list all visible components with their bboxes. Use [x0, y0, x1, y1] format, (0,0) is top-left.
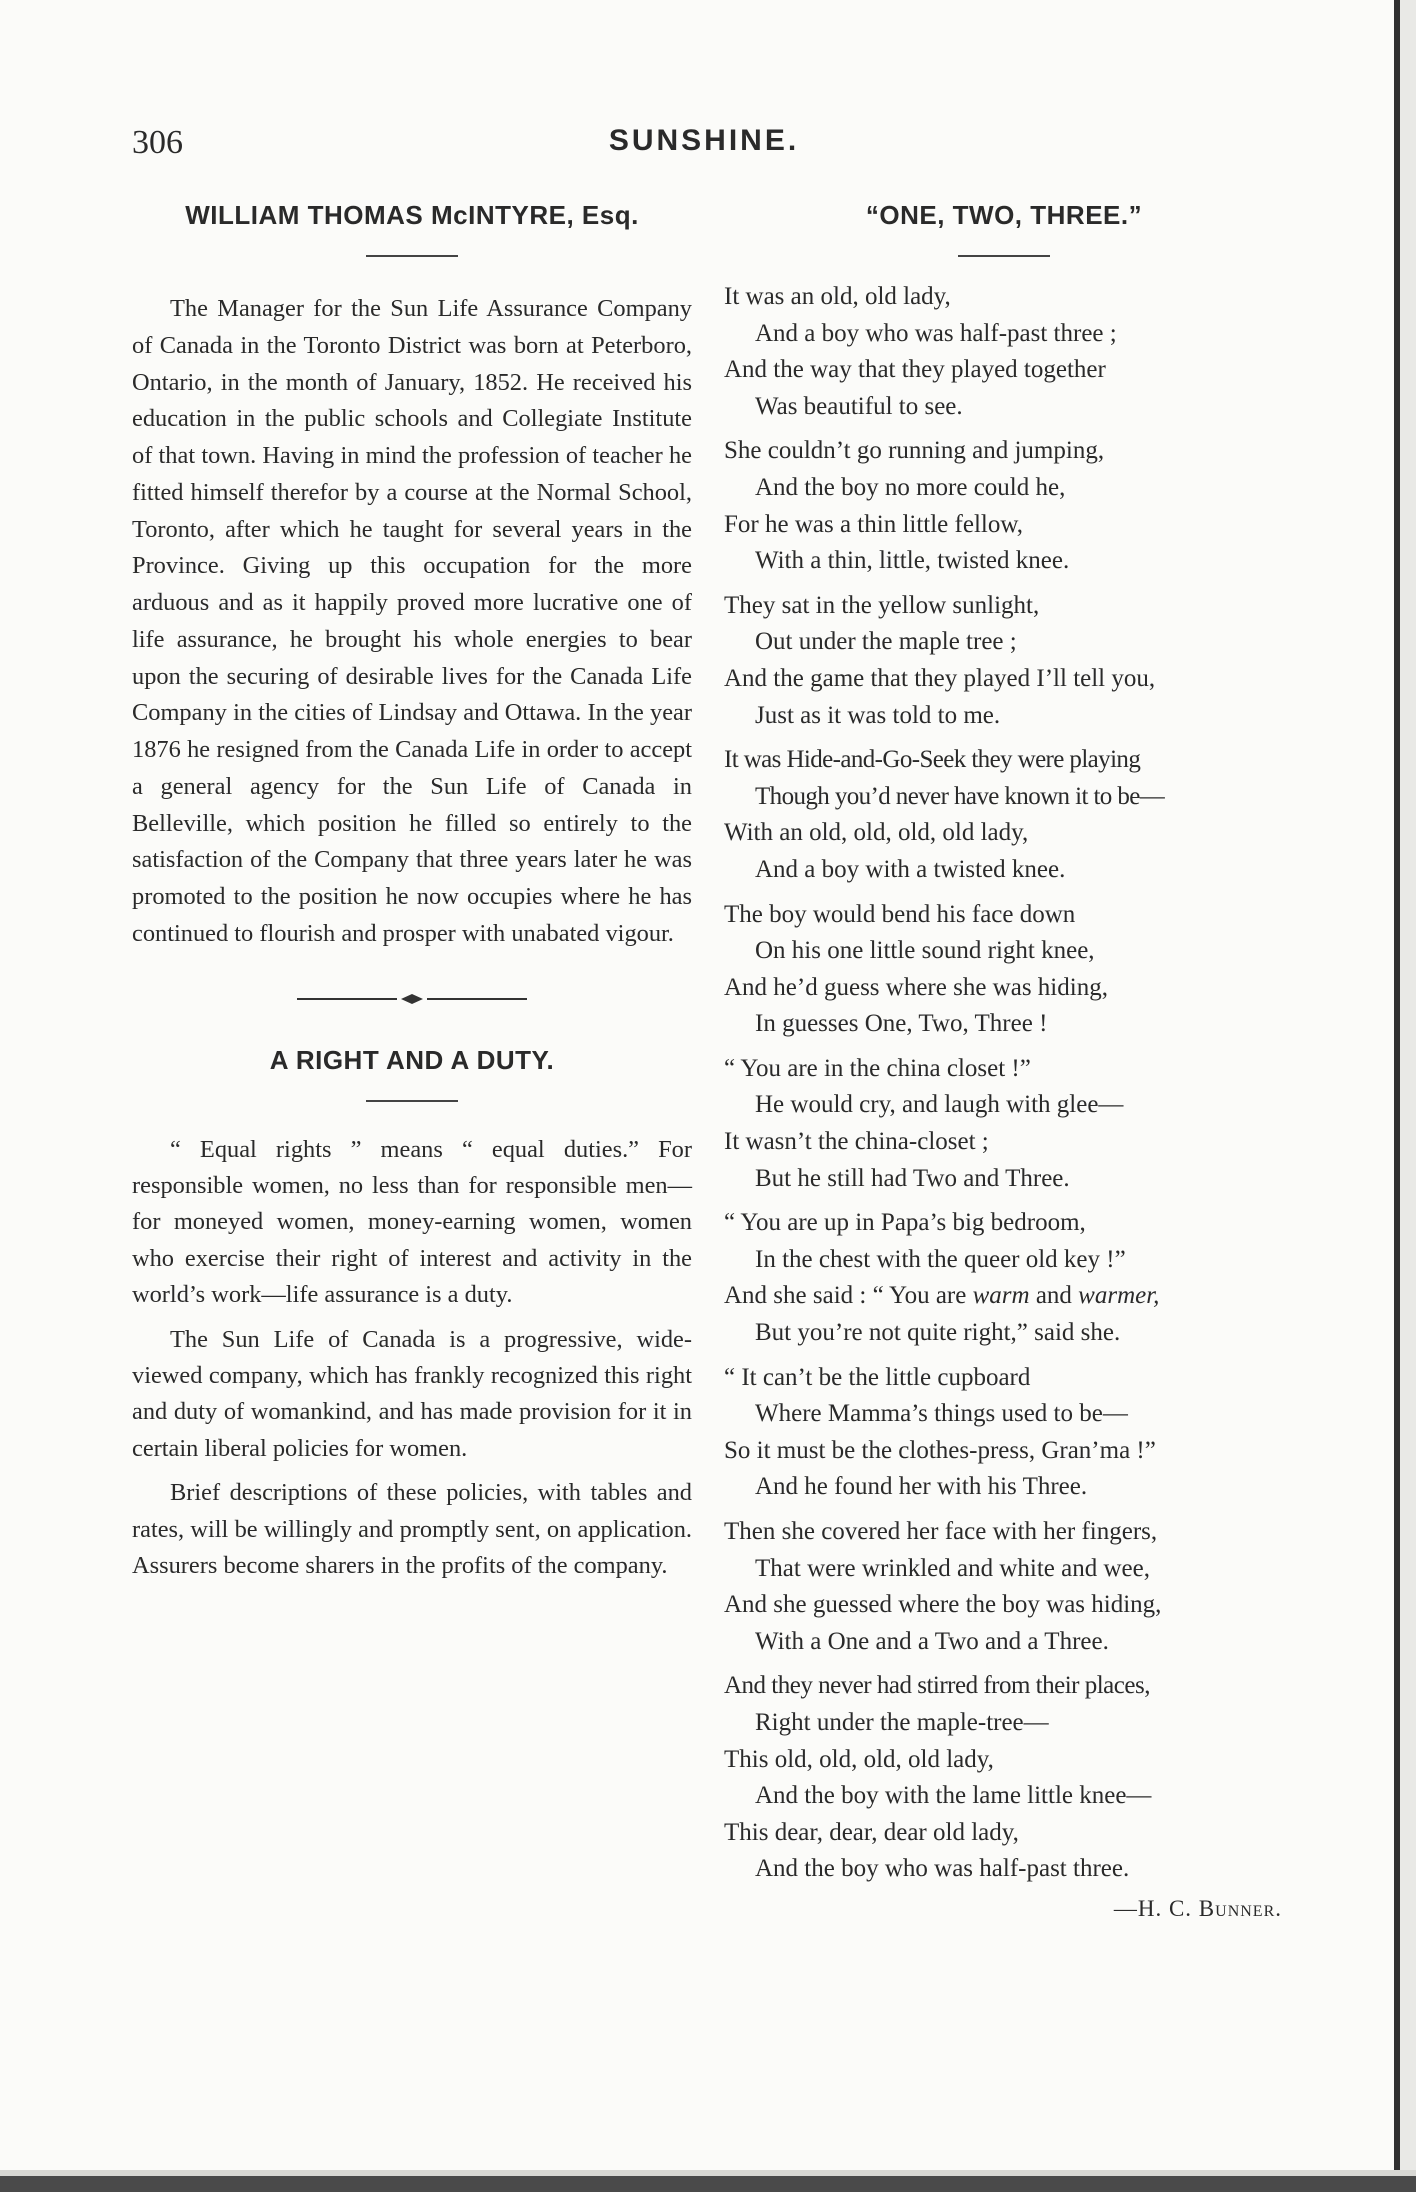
poem-line: So it must be the clothes-press, Gran’ma !” [724, 1436, 1156, 1464]
poem-line: In guesses One, Two, Three ! [755, 1010, 1048, 1038]
poem-line: “ You are up in Papa’s big bedroom, [724, 1209, 1086, 1237]
poem-line: And she guessed where the boy was hiding, [724, 1591, 1162, 1619]
poem-line: And the boy who was half-past three. [755, 1855, 1130, 1883]
poem-line: And the game that they played I’ll tell you, [724, 664, 1156, 692]
poem-line: “ You are in the china closet !” [724, 1054, 1031, 1082]
poem-line: This old, old, old, old lady, [724, 1745, 994, 1773]
poem-line: She couldn’t go running and jumping, [724, 437, 1105, 465]
poem-line: Though you’d never have known it to be— [755, 782, 1165, 810]
poem-line-segment: And she said : “ You are [724, 1282, 973, 1310]
page-header [132, 124, 1276, 164]
poem-line: They sat in the yellow sunlight, [724, 591, 1040, 619]
page-number: 306 [132, 124, 183, 161]
poem-line: Right under the maple-tree— [755, 1708, 1049, 1736]
heading-rule [958, 255, 1050, 257]
poem-stanza [724, 1051, 1284, 1197]
poem-stanza [724, 588, 1284, 734]
poem-stanza [724, 433, 1284, 579]
article-body [132, 1132, 692, 1585]
poem-line-segment: and [1029, 1282, 1079, 1310]
right-column [724, 200, 1284, 1922]
poem-line: Where Mamma’s things used to be— [755, 1400, 1128, 1428]
heading-rule [366, 1100, 458, 1102]
poem-line: For he was a thin little fellow, [724, 510, 1024, 538]
bio-heading: WILLIAM THOMAS McINTYRE, Esq. [185, 200, 639, 230]
poem-line: But he still had Two and Three. [755, 1164, 1070, 1192]
running-title: SUNSHINE. [608, 124, 800, 157]
poem-line: It wasn’t the china-closet ; [724, 1128, 989, 1156]
poem-line: “ It can’t be the little cupboard [724, 1363, 1031, 1391]
poem-stanza [724, 742, 1284, 888]
poem-stanza [724, 1514, 1284, 1660]
poem-line-italic: warmer, [1078, 1282, 1160, 1310]
poem-line: This dear, dear, dear old lady, [724, 1818, 1019, 1846]
attribution-prefix: —H. C. [1113, 1895, 1199, 1921]
article-paragraph: Brief descriptions of these policies, with tables and rates, will be willingly and promptly sent, on application. Assurers become sharers in the profits of the company. [132, 1479, 692, 1579]
poem-stanza [724, 897, 1284, 1043]
bio-paragraph: The Manager for the Sun Life Assurance Company of Canada in the Toronto District was born at Peterboro, Ontario, in the month of January, 1852. He received his education in the public schools and Collegiate Institute of that town. Having in mind the profession of teacher he fitted himself therefor by a course at the Normal School, Toronto, after which he taught for several years in the Province. Giving up this occupation for the more arduous and as it happily proved more lucrative one of life assurance, he brought his whole energies to bear upon the securing of desirable lives for the Canada Life Company in the cities of Lindsay and Ottawa. In the year 1876 he resigned from the Canada Life in order to accept a general agency for the Sun Life of Canada in Belleville, which position he filled so entirely to the satisfaction of the Company that three years later he was promoted to the position he now occupies where he has continued to flourish and prosper with unabated vigour. [132, 295, 692, 947]
poem-stanza [724, 279, 1284, 425]
poem-line: That were wrinkled and white and wee, [755, 1554, 1150, 1582]
poem-line: It was an old, old lady, [724, 283, 951, 310]
article-paragraph: The Sun Life of Canada is a progressive, wide-viewed company, which has frankly recognized this right and duty of womankind, and has made provision for it in certain liberal policies for women. [132, 1325, 692, 1462]
poem-line: And the boy with the lame little knee— [755, 1782, 1152, 1810]
poem [724, 279, 1284, 1922]
poem-line: With a One and a Two and a Three. [755, 1627, 1109, 1655]
poem-line: And the way that they played together [724, 356, 1106, 384]
poem-line: And a boy who was half-past three ; [755, 319, 1117, 347]
poem-stanza [724, 1668, 1284, 1888]
poem-line: And the boy no more could he, [755, 473, 1066, 501]
poem-line: On his one little sound right knee, [755, 937, 1095, 965]
poem-line: With a thin, little, twisted knee. [755, 547, 1070, 575]
poem-line: He would cry, and laugh with glee— [755, 1091, 1124, 1119]
poem-line: Was beautiful to see. [755, 392, 963, 420]
poem-line: Just as it was told to me. [755, 701, 1001, 729]
poem-stanza [724, 1360, 1284, 1506]
poem-line: It was Hide-and-Go-Seek they were playing [724, 746, 1141, 774]
article-paragraph: “ Equal rights ” means “ equal duties.” For responsible women, no less than for responsible men—for moneyed women, money-earning women, women who exercise their right of interest and activity in the world’s work—life assurance is a duty. [132, 1135, 692, 1309]
poem-line: And a boy with a twisted knee. [755, 855, 1066, 883]
article-heading: A RIGHT AND A DUTY. [269, 1044, 555, 1075]
poem-line: Out under the maple tree ; [755, 628, 1017, 656]
poem-line [724, 1278, 1284, 1315]
poem-attribution [724, 1896, 1284, 1922]
poem-line: And they never had stirred from their places, [724, 1672, 1150, 1700]
poem-line: Then she covered her face with her fingers, [724, 1518, 1158, 1545]
scan-edge-line [1394, 0, 1400, 2192]
scan-edge-bottom [0, 2176, 1416, 2192]
poem-line: The boy would bend his face down [724, 900, 1076, 928]
attribution-name: Bunner. [1198, 1895, 1282, 1921]
poem-line: And he’d guess where she was hiding, [724, 973, 1108, 1001]
poem-line: But you’re not quite right,” said she. [755, 1319, 1121, 1347]
poem-heading: “ONE, TWO, THREE.” [865, 200, 1143, 230]
section-divider-ornament [297, 993, 527, 1005]
left-column [132, 200, 692, 1584]
poem-line-italic: warm [972, 1282, 1030, 1310]
poem-line: In the chest with the queer old key !” [755, 1245, 1126, 1273]
poem-line: With an old, old, old, old lady, [724, 819, 1029, 847]
heading-rule [366, 255, 458, 257]
poem-stanza [724, 1205, 1284, 1351]
poem-line: And he found her with his Three. [755, 1473, 1088, 1501]
